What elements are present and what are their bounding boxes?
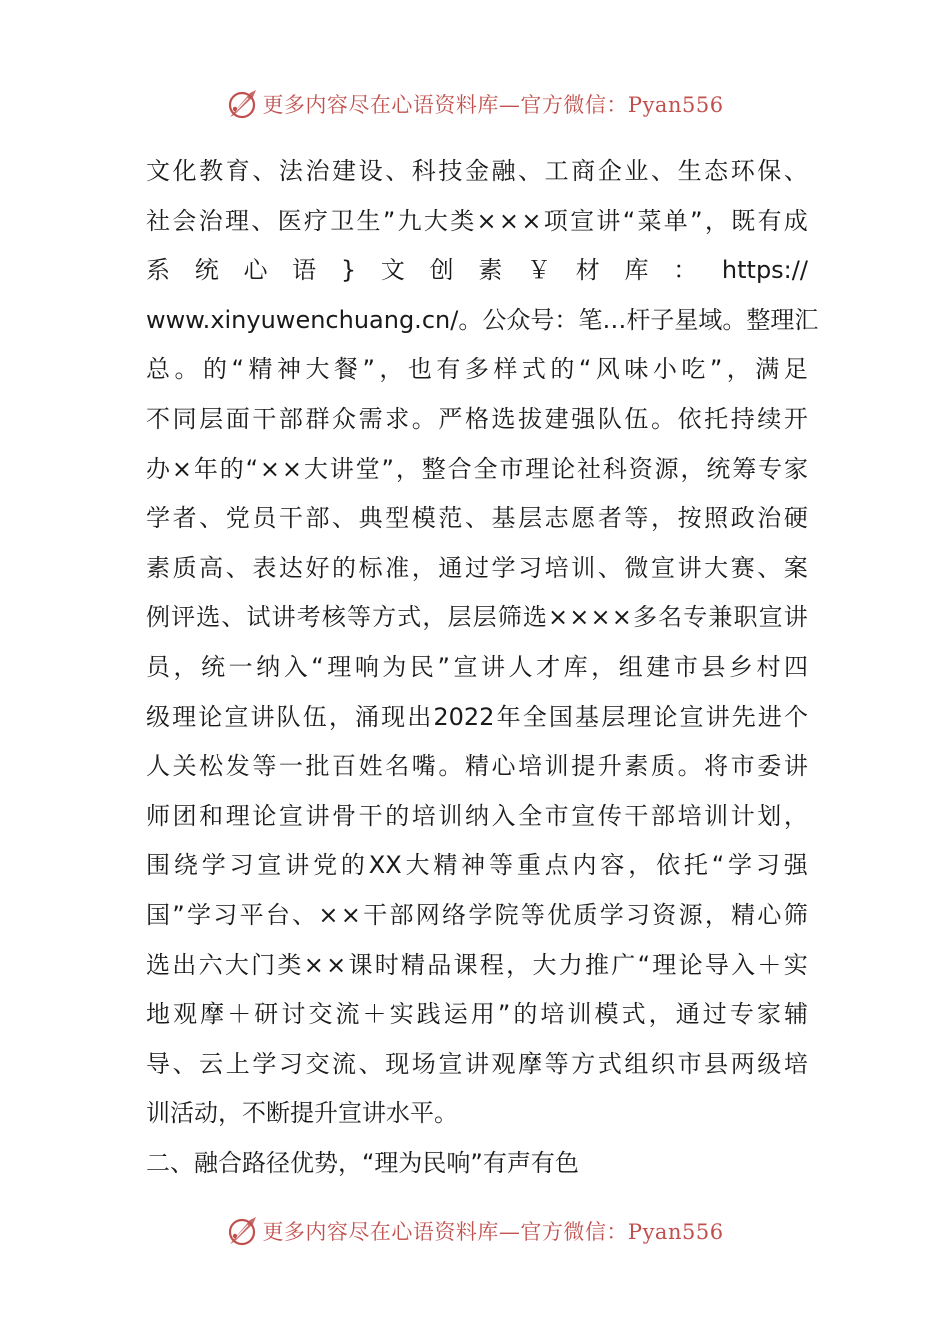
text-line: 素 质 高 、 表 达 好 的 标 准 ， 通 过 学 习 培 训 、 微 宣 讲 大 赛 、 案 bbox=[146, 553, 808, 582]
text-line: 训活动，不断提升宣讲水平。 bbox=[146, 1099, 458, 1128]
text-line: 例 评 选 、 试 讲 考 核 等 方 式 ， 层 层 筛 选 × × × × 多 名 专 兼 职 宣 讲 bbox=[146, 603, 808, 632]
text-line: 不 同 层 面 干 部 群 众 需 求 。 严 格 选 拔 建 强 队 伍 。 依 托 持 续 开 bbox=[146, 404, 808, 433]
text-line: 地 观 摩 ＋ 研 讨 交 流 ＋ 实 践 运 用 ” 的 培 训 模 式 ， 通 过 专 家 辅 bbox=[146, 1000, 808, 1029]
watermark-banner-bottom bbox=[0, 1211, 950, 1251]
text-line: 系 统 心 语 } 文 创 素 ￥ 材 库 ： https:// bbox=[146, 256, 808, 285]
text-line: 员 ， 统 一 纳 入 “ 理 响 为 民 ” 宣 讲 人 才 库 ， 组 建 市 县 乡 村 四 bbox=[146, 652, 808, 681]
section-heading: 二、融合路径优势，“理为民响”有声有色 bbox=[146, 1148, 579, 1177]
watermark-text: 更多内容尽在心语资料库—官方微信：Pyan556 bbox=[262, 93, 724, 117]
text-line: 人 关 松 发 等 一 批 百 姓 名 嘴 。 精 心 培 训 提 升 素 质 。 将 市 委 讲 bbox=[146, 752, 808, 781]
text-line: 选 出 六 大 门 类 × × 课 时 精 品 课 程 ， 大 力 推 广 “ 理 论 导 入 ＋ 实 bbox=[146, 950, 808, 979]
body-text bbox=[146, 147, 819, 1188]
quill-logo-icon bbox=[226, 1214, 260, 1248]
text-line: 文 化 教 育 、 法 治 建 设 、 科 技 金 融 、 工 商 企 业 、 生 态 环 保 、 bbox=[146, 157, 808, 185]
text-line: 级 理 论 宣 讲 队 伍 ， 涌 现 出 2022 年 全 国 基 层 理 论 宣 讲 先 进 个 bbox=[146, 702, 808, 731]
text-line: 围 绕 学 习 宣 讲 党 的 XX 大 精 神 等 重 点 内 容 ， 依 托 “ 学 习 强 bbox=[146, 851, 808, 880]
quill-logo-icon bbox=[226, 87, 260, 121]
text-line: 社 会 治 理 、 医 疗 卫 生 ” 九 大 类 × × × 项 宣 讲 “ 菜 单 ” ， 既 有 成 bbox=[146, 206, 808, 235]
watermark-text: 更多内容尽在心语资料库—官方微信：Pyan556 bbox=[262, 1220, 724, 1244]
text-line: 学 者 、 党 员 干 部 、 典 型 模 范 、 基 层 志 愿 者 等 ， 按 照 政 治 硬 bbox=[146, 504, 808, 533]
text-line: 办 × 年 的 “ × × 大 讲 堂 ” ， 整 合 全 市 理 论 社 科 资 源 ， 统 筹 专 家 bbox=[146, 454, 808, 483]
text-line: 国 ” 学 习 平 台 、 × × 干 部 网 络 学 院 等 优 质 学 习 资 源 ， 精 心 筛 bbox=[146, 900, 808, 929]
text-line: www.xinyuwenchuang.cn/ 。 公 众 号 ： 笔 … 杆 子 星 域 。 整 理 汇 bbox=[146, 305, 819, 334]
watermark-banner-top bbox=[0, 84, 950, 124]
text-line: 总 。 的 “ 精 神 大 餐 ” ， 也 有 多 样 式 的 “ 风 味 小 吃 ” ， 满 足 bbox=[146, 355, 808, 384]
text-line: 导 、 云 上 学 习 交 流 、 现 场 宣 讲 观 摩 等 方 式 组 织 市 县 两 级 培 bbox=[146, 1049, 808, 1078]
text-line: 师 团 和 理 论 宣 讲 骨 干 的 培 训 纳 入 全 市 宣 传 干 部 培 训 计 划 ， bbox=[146, 801, 808, 830]
